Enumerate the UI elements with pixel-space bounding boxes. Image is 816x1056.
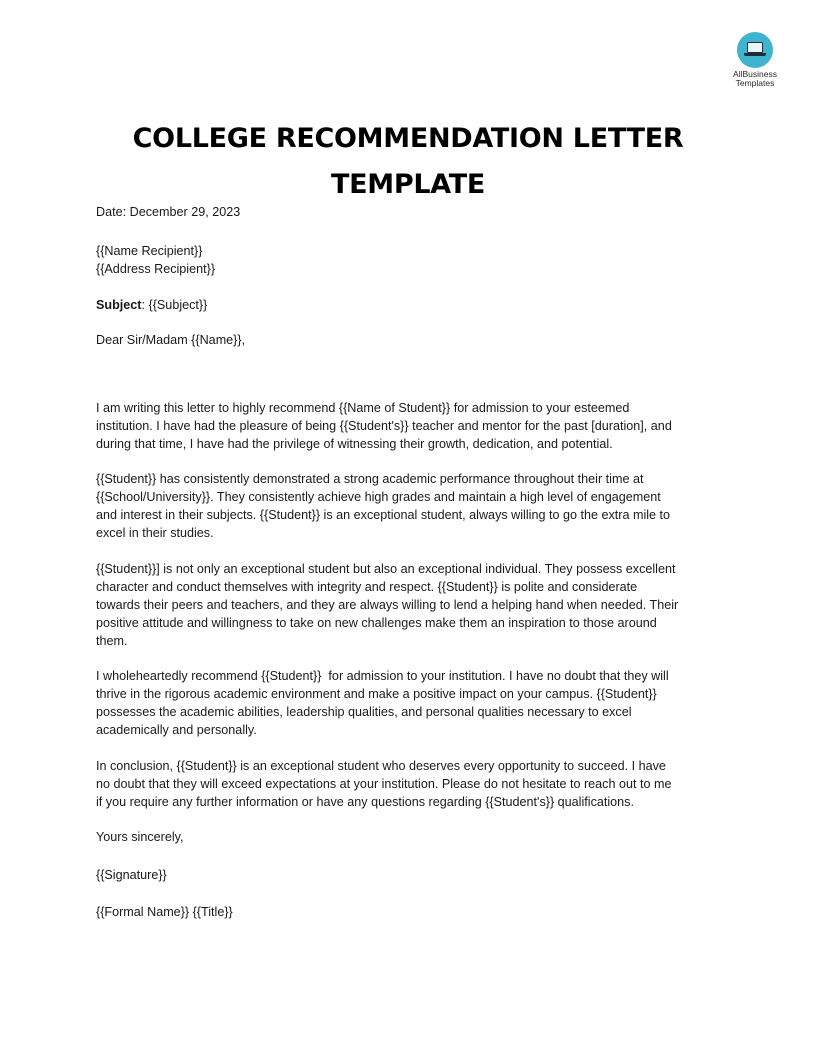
laptop-icon [737, 32, 773, 68]
paragraph-line: I wholeheartedly recommend {{Student}} for admission to your institution. I have no doubt that they will [96, 669, 669, 683]
logo-line-2: Templates [735, 78, 775, 88]
subject-label: Subject [96, 298, 142, 312]
salutation: Dear Sir/Madam {{Name}}, [96, 333, 246, 347]
recipient-address: {{Address Recipient}} [96, 262, 216, 276]
paragraph-line: excel in their studies. [96, 526, 214, 540]
paragraph-line: positive attitude and willingness to take on new challenges make them an inspiration to those around [96, 616, 657, 630]
title-line-1: COLLEGE RECOMMENDATION LETTER [132, 123, 684, 154]
paragraph-line: character and conduct themselves with integrity and respect. {{Student}} is polite and considerate [96, 580, 638, 594]
signature: {{Signature}} [96, 868, 167, 882]
date-line: Date: December 29, 2023 [96, 205, 241, 219]
document-title [96, 116, 720, 208]
paragraph-line: no doubt that they will exceed expectations at your institution. Please do not hesitate to reach out to me [96, 777, 672, 791]
title-line-2: TEMPLATE [331, 169, 485, 200]
paragraph-line: during that time, I have had the privilege of witnessing their growth, dedication, and potential. [96, 437, 613, 451]
paragraph-2 [96, 470, 720, 542]
subject-value: : {{Subject}} [141, 298, 208, 312]
paragraph-line: {{Student}}] is not only an exceptional student but also an exceptional individual. They possess excellent [96, 562, 676, 576]
paragraph-1 [96, 399, 720, 453]
paragraph-line: thrive in the rigorous academic environment and make a positive impact on your campus. {{Student}} [96, 687, 657, 701]
signoff: {{Formal Name}} {{Title}} [96, 905, 233, 919]
paragraph-line: academically and personally. [96, 723, 257, 737]
subject-line [96, 296, 720, 314]
paragraph-line: and interest in their subjects. {{Student}} is an exceptional student, always willing to go the extra mile to [96, 508, 671, 522]
paragraph-line: them. [96, 634, 128, 648]
paragraph-line: {{Student}} has consistently demonstrated a strong academic performance throughout their time at [96, 472, 644, 486]
paragraph-line: institution. I have had the pleasure of being {{Student's}} teacher and mentor for the past [duration], and [96, 419, 672, 433]
paragraph-line: {{School/University}}. They consistently achieve high grades and maintain a high level of engagement [96, 490, 661, 504]
paragraph-5 [96, 757, 720, 811]
paragraph-line: In conclusion, {{Student}} is an exceptional student who deserves every opportunity to succeed. I have [96, 759, 666, 773]
recipient-name: {{Name Recipient}} [96, 244, 203, 258]
paragraph-line: possesses the academic abilities, leadership qualities, and personal qualities necessary to excel [96, 705, 632, 719]
paragraph-line: if you require any further information or have any questions regarding {{Student's}} qualifications. [96, 795, 634, 809]
paragraph-line: I am writing this letter to highly recommend {{Name of Student}} for admission to your esteemed [96, 401, 630, 415]
paragraph-3 [96, 560, 720, 650]
logo-line-1: AllBusiness [733, 69, 777, 79]
logo-text [722, 70, 788, 88]
closing: Yours sincerely, [96, 830, 184, 844]
paragraph-4 [96, 667, 720, 739]
recipient-block [96, 242, 720, 278]
paragraph-line: towards their peers and teachers, and they are always willing to lend a helping hand when needed. Their [96, 598, 679, 612]
allbusiness-templates-logo[interactable] [722, 32, 788, 88]
